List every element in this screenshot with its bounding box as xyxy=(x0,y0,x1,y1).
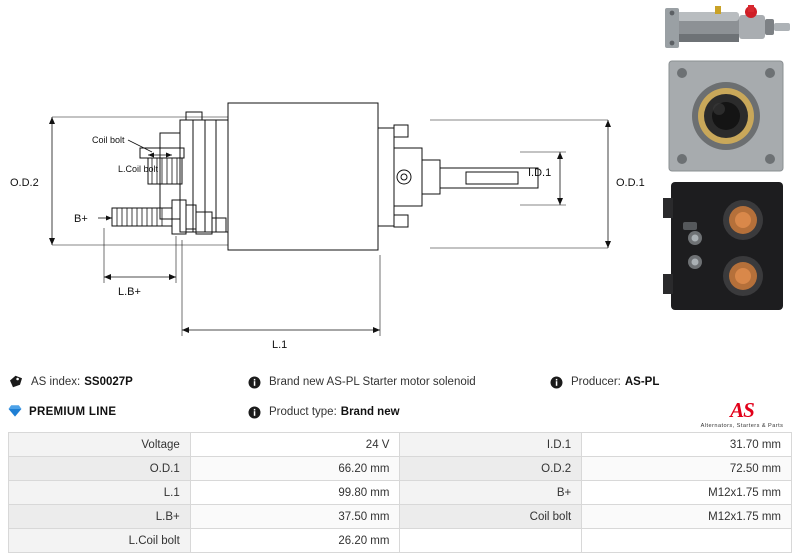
product-type-line xyxy=(246,400,546,424)
product-type-label: Product type: xyxy=(269,406,337,418)
aspl-logo xyxy=(694,400,790,434)
info-icon xyxy=(548,374,564,390)
dim-label-l-coil-bolt: L.Coil bolt xyxy=(118,164,159,174)
info-icon xyxy=(246,374,262,390)
spec-key: Coil bolt xyxy=(400,505,582,529)
product-type-value: Brand new xyxy=(340,406,400,418)
spec-value: 37.50 mm xyxy=(190,505,400,529)
spec-key: O.D.1 xyxy=(9,457,191,481)
as-index-value: SS0027P xyxy=(84,376,133,388)
dim-label-l1: L.1 xyxy=(272,339,288,351)
producer-value: AS-PL xyxy=(624,376,660,388)
info-col-description xyxy=(246,370,546,424)
product-photo-front-view xyxy=(655,57,798,175)
specification-table xyxy=(8,432,792,553)
dim-label-od1: O.D.1 xyxy=(616,177,645,189)
spec-key: L.1 xyxy=(9,481,191,505)
dim-label-bplus: B+ xyxy=(74,213,88,225)
table-row xyxy=(9,481,792,505)
spec-key: L.Coil bolt xyxy=(9,529,191,553)
product-photo-rear-terminals xyxy=(655,178,798,318)
producer-line xyxy=(548,370,792,394)
info-col-index xyxy=(8,370,238,424)
spec-key: B+ xyxy=(400,481,582,505)
dim-label-id1: I.D.1 xyxy=(528,167,552,179)
description-text: Brand new AS-PL Starter motor solenoid xyxy=(269,376,476,388)
product-photo-strip xyxy=(655,2,798,332)
as-index-label: AS index: xyxy=(31,376,81,388)
spec-value: 26.20 mm xyxy=(190,529,400,553)
dim-label-lbplus: L.B+ xyxy=(118,286,141,298)
aspl-logo-subtitle: Alternators, Starters & Parts xyxy=(700,423,784,429)
spec-key: I.D.1 xyxy=(400,433,582,457)
producer-label: Producer: xyxy=(571,376,621,388)
spec-value: 99.80 mm xyxy=(190,481,400,505)
description-line xyxy=(246,370,546,394)
table-row xyxy=(9,529,792,553)
table-row xyxy=(9,457,792,481)
spec-key: O.D.2 xyxy=(400,457,582,481)
aspl-logo-mark: AS xyxy=(730,398,754,422)
product-photo-side-view xyxy=(655,2,798,54)
dim-label-coil-bolt: Coil bolt xyxy=(92,135,125,145)
spec-key: Voltage xyxy=(9,433,191,457)
table-row xyxy=(9,505,792,529)
spec-value: 72.50 mm xyxy=(582,457,792,481)
premium-line-badge xyxy=(8,400,238,424)
spec-empty-cell xyxy=(582,529,792,553)
spec-key: L.B+ xyxy=(9,505,191,529)
spec-value: 24 V xyxy=(190,433,400,457)
dim-label-od2: O.D.2 xyxy=(10,177,39,189)
tag-icon xyxy=(8,374,24,390)
spec-value: 66.20 mm xyxy=(190,457,400,481)
table-row xyxy=(9,433,792,457)
info-col-producer xyxy=(548,370,792,429)
product-info-row xyxy=(8,370,792,428)
spec-value: M12x1.75 mm xyxy=(582,481,792,505)
spec-value: M12x1.75 mm xyxy=(582,505,792,529)
diamond-icon xyxy=(8,404,22,421)
spec-value: 31.70 mm xyxy=(582,433,792,457)
spec-empty-cell xyxy=(400,529,582,553)
as-index-line xyxy=(8,370,238,394)
premium-line-label: PREMIUM LINE xyxy=(29,406,117,418)
info-icon xyxy=(246,404,262,420)
